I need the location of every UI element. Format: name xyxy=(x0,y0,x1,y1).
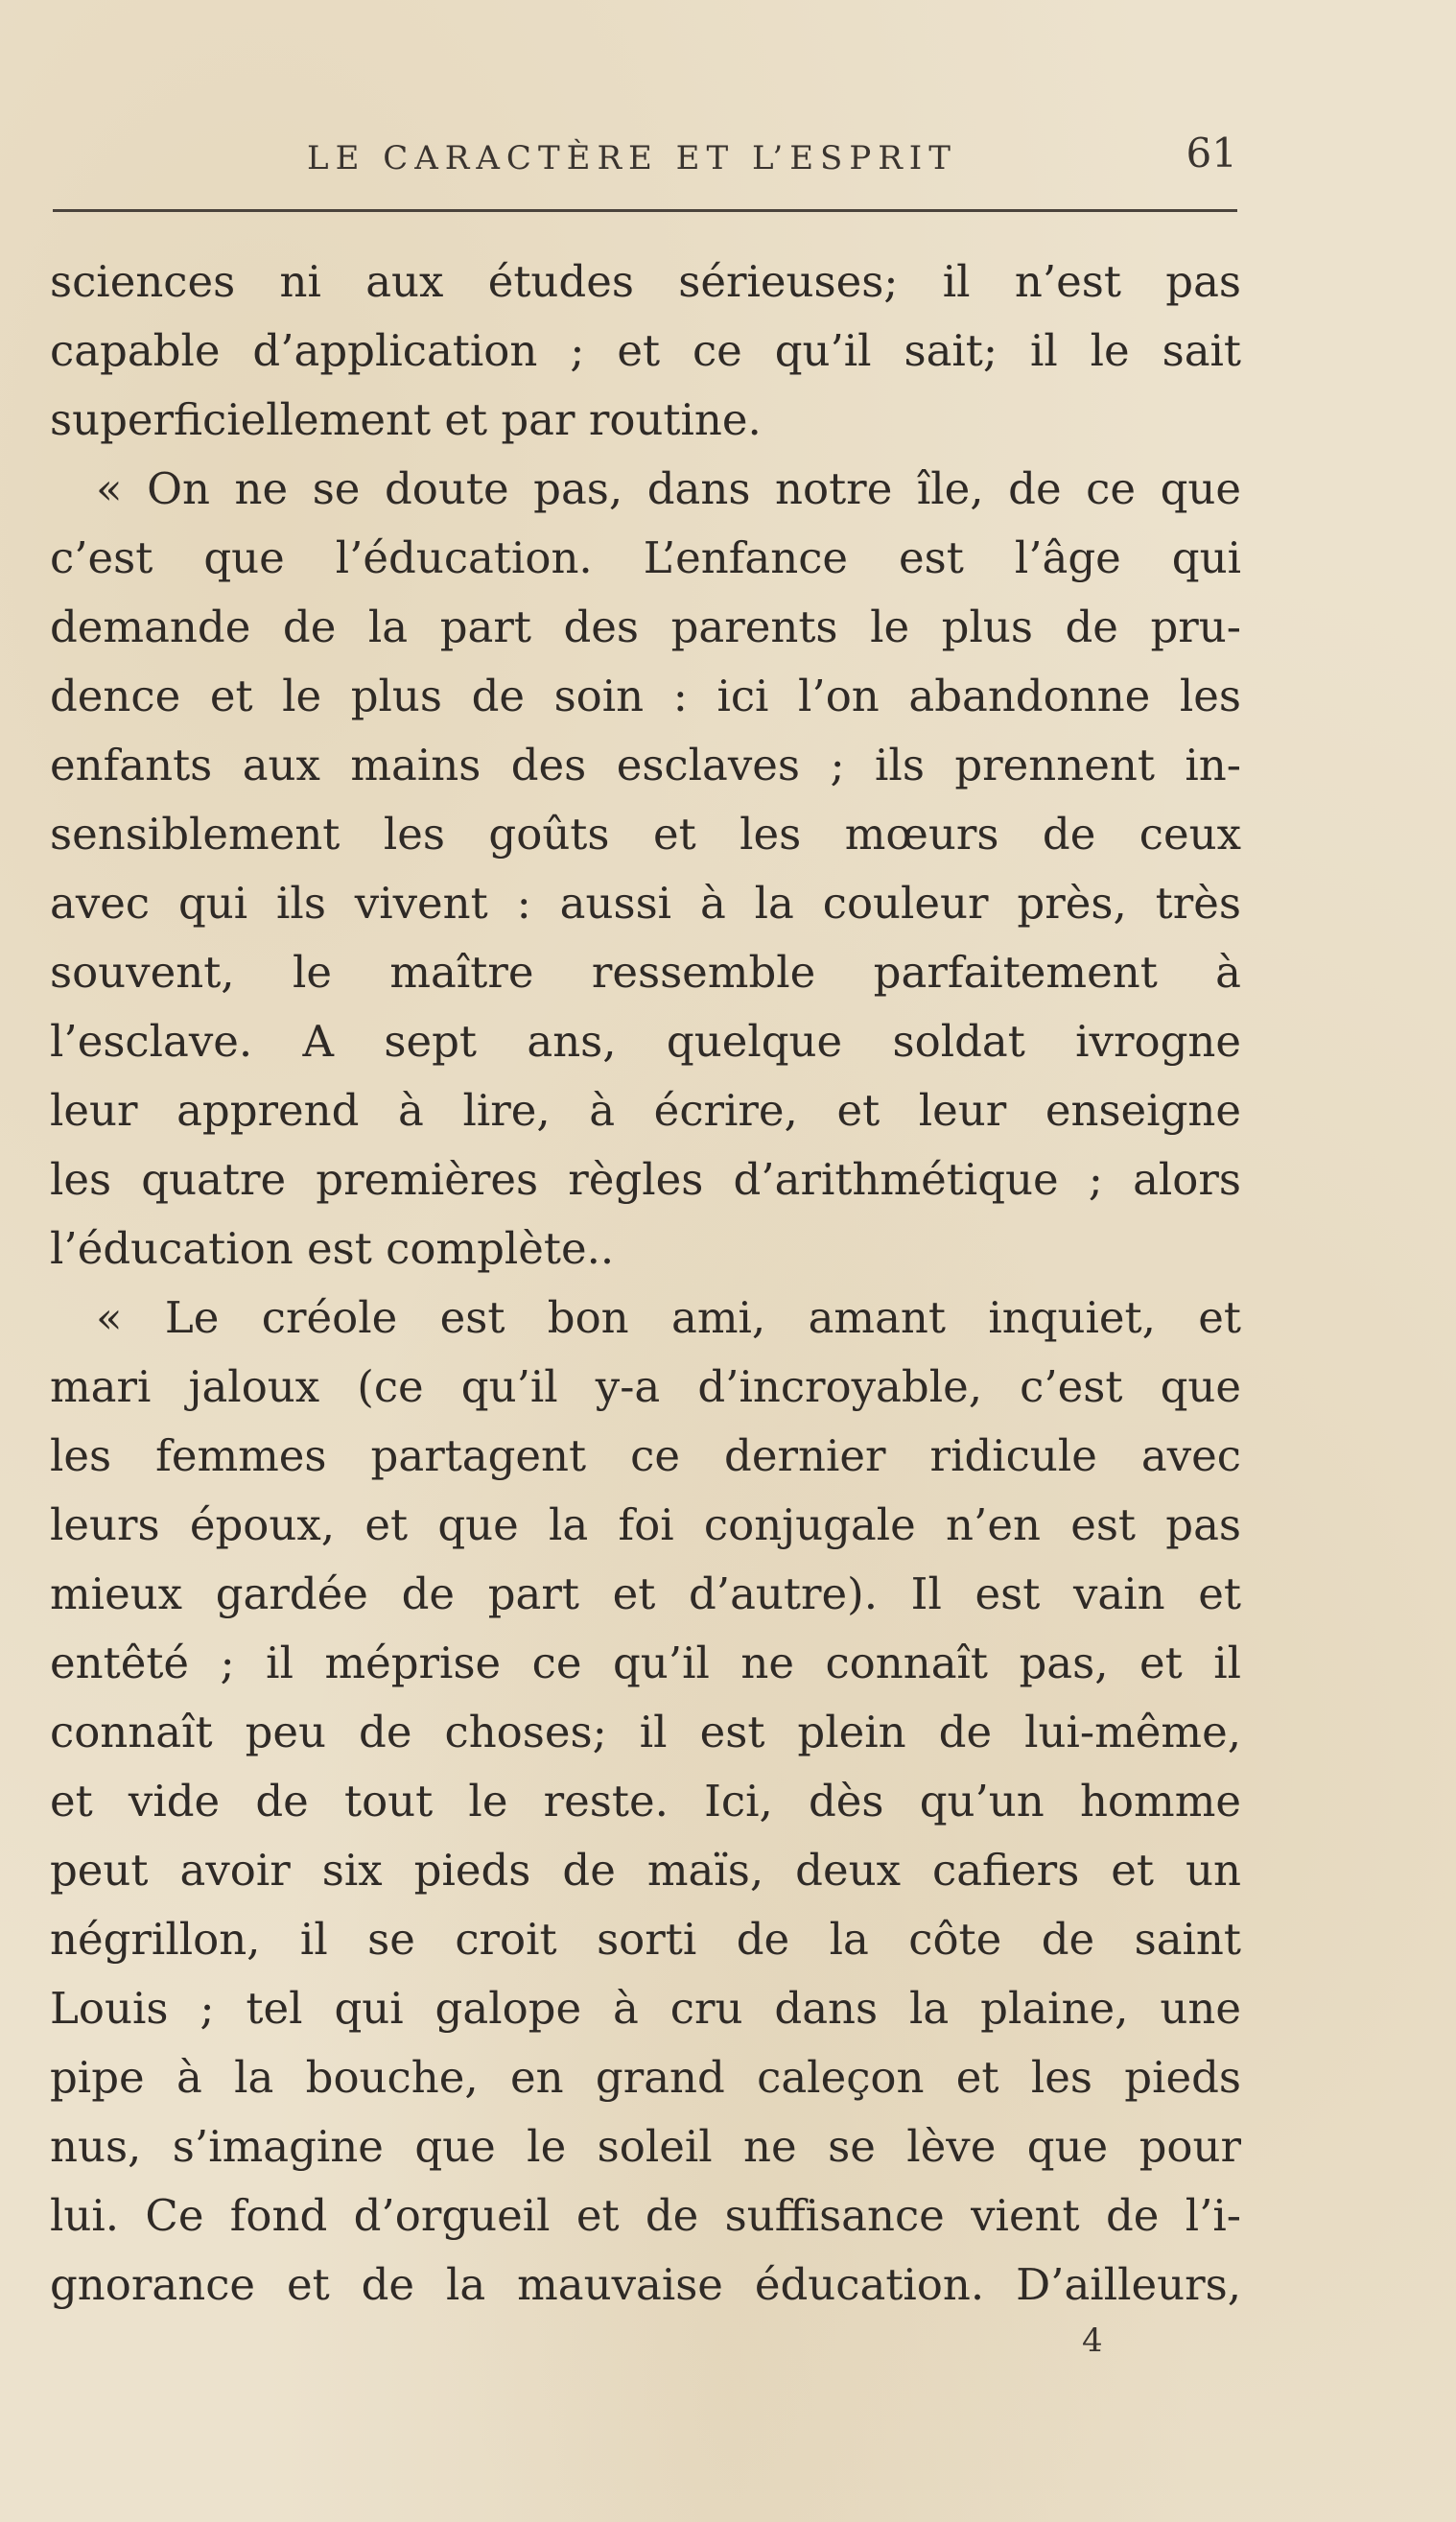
page-header xyxy=(53,130,1237,187)
text-line: enfants aux mains des esclaves ; ils prennent in- xyxy=(50,740,1241,790)
text-line: nus, s’imagine que le soleil ne se lève que pour xyxy=(50,2121,1241,2172)
text-line: les femmes partagent ce dernier ridicule avec xyxy=(50,1430,1241,1481)
signature-mark: 4 xyxy=(1082,2322,1103,2360)
text-line: avec qui ils vivent : aussi à la couleur près, très xyxy=(50,878,1241,929)
text-line: sensiblement les goûts et les mœurs de ceux xyxy=(50,809,1241,860)
text-line: superficiellement et par routine. xyxy=(50,394,762,445)
running-title: LE CARACTÈRE ET L’ESPRIT xyxy=(307,139,957,177)
header-rule xyxy=(53,209,1237,212)
text-line: gnorance et de la mauvaise éducation. D’ailleurs, xyxy=(50,2259,1241,2310)
text-line: demande de la part des parents le plus de pru- xyxy=(50,601,1241,652)
text-line: sciences ni aux études sérieuses; il n’est pas xyxy=(50,256,1241,307)
text-line: c’est que l’éducation. L’enfance est l’âge qui xyxy=(50,532,1241,583)
text-line: leur apprend à lire, à écrire, et leur enseigne xyxy=(50,1085,1241,1136)
text-line: l’éducation est complète.. xyxy=(50,1223,615,1274)
text-line: connaît peu de choses; il est plein de lui-même, xyxy=(50,1707,1241,1757)
text-line: et vide de tout le reste. Ici, dès qu’un homme xyxy=(50,1776,1241,1827)
text-line: négrillon, il se croit sorti de la côte de saint xyxy=(50,1914,1241,1965)
text-line: dence et le plus de soin : ici l’on abandonne les xyxy=(50,671,1241,721)
text-line: Louis ; tel qui galope à cru dans la plaine, une xyxy=(50,1983,1241,2034)
text-line: les quatre premières règles d’arithmétique ; alors xyxy=(50,1154,1241,1205)
text-line: « On ne se doute pas, dans notre île, de ce que xyxy=(96,463,1241,514)
text-line: lui. Ce fond d’orgueil et de suffisance vient de l’i- xyxy=(50,2190,1241,2241)
text-line: mari jaloux (ce qu’il y-a d’incroyable, c’est que xyxy=(50,1361,1241,1412)
page-number: 61 xyxy=(1186,130,1237,177)
text-line: « Le créole est bon ami, amant inquiet, et xyxy=(96,1292,1241,1343)
text-line: peut avoir six pieds de maïs, deux cafiers et un xyxy=(50,1845,1241,1896)
text-line: souvent, le maître ressemble parfaitement à xyxy=(50,947,1241,998)
text-line: mieux gardée de part et d’autre). Il est vain et xyxy=(50,1568,1241,1619)
text-line: entêté ; il méprise ce qu’il ne connaît pas, et il xyxy=(50,1638,1241,1688)
body-text xyxy=(50,247,1241,2320)
text-line: leurs époux, et que la foi conjugale n’en est pas xyxy=(50,1499,1241,1550)
text-line: capable d’application ; et ce qu’il sait; il le sait xyxy=(50,325,1241,376)
text-line: pipe à la bouche, en grand caleçon et les pieds xyxy=(50,2052,1241,2103)
text-line: l’esclave. A sept ans, quelque soldat ivrogne xyxy=(50,1016,1241,1067)
